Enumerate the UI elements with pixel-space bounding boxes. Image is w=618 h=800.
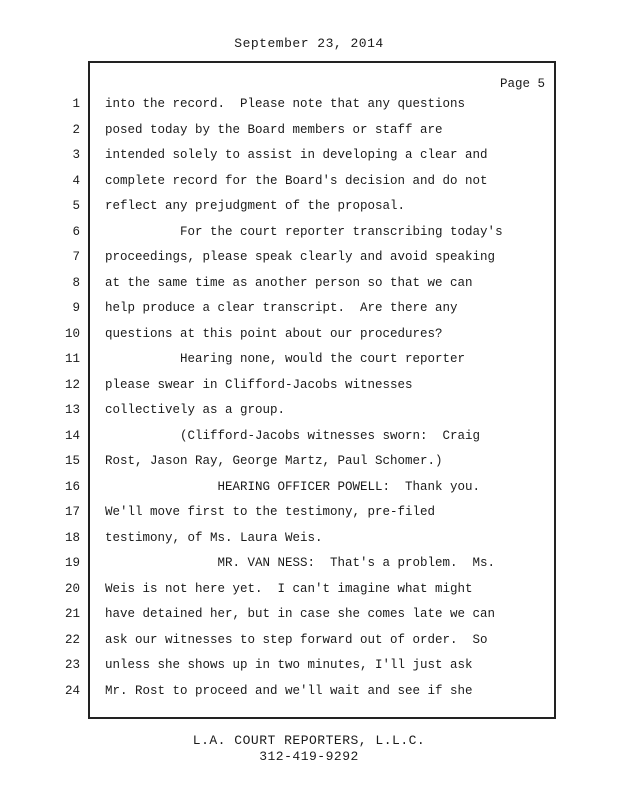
line-number: 17 (64, 505, 80, 519)
line-text: intended solely to assist in developing a clear and (105, 148, 488, 162)
page-label: Page 5 (500, 77, 546, 91)
line-text: unless she shows up in two minutes, I'll just ask (105, 658, 473, 672)
line-number: 14 (64, 428, 80, 443)
line-number: 20 (64, 581, 80, 596)
line-number: 1 (72, 97, 80, 111)
line-number: 6 (72, 224, 80, 239)
line-number: 7 (72, 250, 80, 264)
line-text: For the court reporter transcribing today's (105, 224, 503, 239)
footer-phone: 312-419-9292 (259, 749, 359, 764)
line-text: We'll move first to the testimony, pre-filed (105, 505, 436, 519)
header-date: September 23, 2014 (234, 36, 384, 51)
footer-company: L.A. COURT REPORTERS, L.L.C. (192, 733, 426, 748)
line-number: 13 (64, 403, 80, 417)
line-number: 10 (64, 326, 80, 341)
line-number: 8 (72, 275, 80, 290)
line-text: reflect any prejudgment of the proposal. (105, 199, 406, 213)
line-text: complete record for the Board's decision and do not (105, 173, 488, 188)
line-text: have detained her, but in case she comes late we can (105, 607, 496, 621)
line-number: 21 (64, 607, 80, 621)
line-number: 23 (64, 658, 80, 672)
line-number: 3 (72, 148, 80, 162)
line-number: 9 (72, 301, 80, 315)
line-text: testimony, of Ms. Laura Weis. (105, 530, 323, 545)
line-text: please swear in Clifford-Jacobs witnesses (105, 377, 413, 392)
line-number: 4 (72, 173, 80, 188)
line-text: proceedings, please speak clearly and avoid speaking (105, 250, 496, 264)
line-text: questions at this point about our procedures? (105, 326, 443, 341)
line-text: help produce a clear transcript. Are there any (105, 301, 458, 315)
line-text: posed today by the Board members or staff are (105, 122, 443, 137)
line-text: into the record. Please note that any questions (105, 97, 466, 111)
line-number: 18 (64, 530, 80, 545)
line-number: 12 (64, 377, 80, 392)
line-text: Mr. Rost to proceed and we'll wait and see if she (105, 683, 473, 698)
line-number: 2 (72, 122, 80, 137)
line-text: Hearing none, would the court reporter (105, 352, 466, 366)
line-number: 15 (64, 454, 80, 468)
line-number: 16 (64, 479, 80, 494)
line-number: 22 (64, 632, 80, 647)
line-text: at the same time as another person so that we can (105, 275, 473, 290)
line-text: Weis is not here yet. I can't imagine what might (105, 581, 473, 596)
line-text: Rost, Jason Ray, George Martz, Paul Schomer.) (105, 454, 443, 468)
line-text: collectively as a group. (105, 403, 286, 417)
line-number: 5 (72, 199, 80, 213)
line-number: 19 (64, 556, 80, 570)
line-text: (Clifford-Jacobs witnesses sworn: Craig (105, 428, 481, 443)
line-text: HEARING OFFICER POWELL: Thank you. (105, 479, 481, 494)
line-text: ask our witnesses to step forward out of order. So (105, 632, 488, 647)
line-number: 24 (64, 683, 80, 698)
line-text: MR. VAN NESS: That's a problem. Ms. (105, 556, 496, 570)
line-number: 11 (64, 352, 80, 366)
